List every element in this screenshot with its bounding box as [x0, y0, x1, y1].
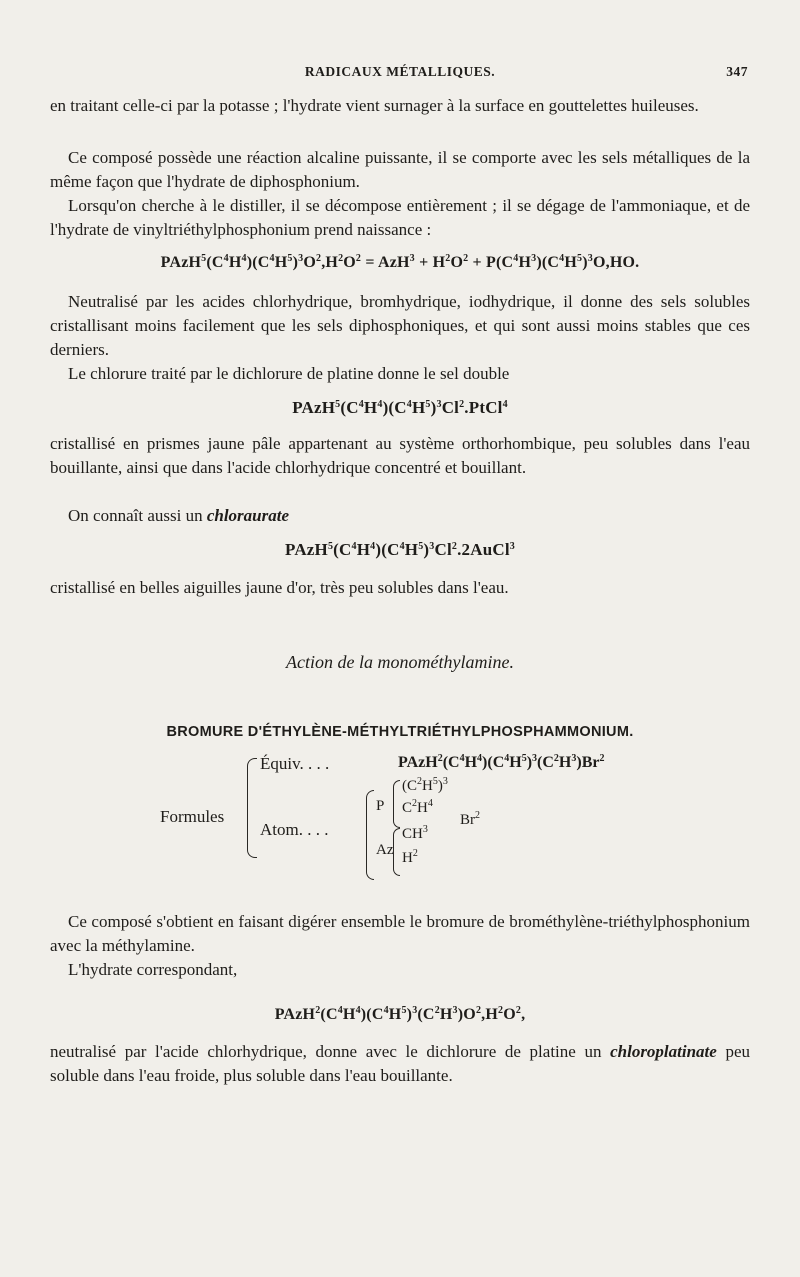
paragraph-5: Le chlorure traité par le dichlorure de platine donne le sel double	[68, 364, 510, 383]
paragraph-2: Ce composé possède une réaction alcaline puissante, il se comporte avec les sels métalliques de la même façon que l'hydrate de diphosphonium.	[50, 148, 750, 191]
equation-platinum-salt: $PAzH^5(C^4H^4)(C^4H^5)^3Cl^2.PtCl^4$	[292, 398, 508, 417]
formulas-block	[50, 750, 750, 890]
atom-az-brace	[393, 828, 400, 876]
atom-br: Br$^2$	[460, 810, 480, 828]
atom-label: Atom. . . .	[260, 820, 329, 839]
equation-hydrate: $PAzH^2(C^4H^4)(C^4H^5)^3(C^2H^3)O^2,H^2O^2$,	[274, 1005, 526, 1023]
paragraph-6: cristallisé en prismes jaune pâle appartenant au système orthorhombique, peu solubles dans l'eau bouillante, ainsi que dans l'acide chlorhydrique concentré et bouillant.	[50, 434, 750, 477]
atom-p-brace	[393, 780, 400, 828]
paragraph-8: cristallisé en belles aiguilles jaune d'or, très peu solubles dans l'eau.	[50, 578, 509, 597]
subsection-title: Action de la monométhylamine.	[286, 652, 514, 672]
equation-chloraurate: $PAzH^5(C^4H^4)(C^4H^5)^3Cl^2.2AuCl^3$	[285, 540, 515, 559]
atom-h2: $H^2$	[402, 848, 418, 866]
equiv-formula: $PAzH^2(C^4H^4)(C^4H^5)^3(C^2H^3)Br^2$	[398, 753, 605, 771]
paragraph-4: Neutralisé par les acides chlorhydrique, bromhydrique, iodhydrique, il donne des sels solubles cristallisant moins facilement que les sels diphosphoniques, et qui sont aussi moins stables que ces derniers.	[50, 292, 750, 359]
atom-az: Az	[376, 842, 394, 858]
page-number: 347	[726, 64, 748, 79]
atom-p: P	[376, 798, 385, 814]
paragraph-3: Lorsqu'on cherche à le distiller, il se décompose entièrement ; il se dégage de l'ammoniaque, et de l'hydrate de vinyltriéthylphosphonium prend naissance :	[50, 196, 750, 239]
atom-brace	[366, 790, 374, 880]
equation-decomposition: $PAzH^5(C^4H^4)(C^4H^5)^3O^2,H^2O^2 = AzH^3 + H^2O^2 + P(C^4H^3)(C^4H^5)^3O,HO$.	[160, 253, 640, 271]
paragraph-11: neutralisé par l'acide chlorhydrique, donne avec le dichlorure de platine un chloroplatinate peu soluble dans l'eau froide, plus soluble dans l'eau bouillante.	[50, 1042, 751, 1085]
formulas-label: Formules	[160, 807, 225, 826]
section-title: BROMURE D'ÉTHYLÈNE-MÉTHYLTRIÉTHYLPHOSPHAMMONIUM.	[166, 724, 634, 740]
paragraph-10: L'hydrate correspondant,	[68, 960, 238, 979]
atom-ch3: $CH^3$	[402, 824, 428, 842]
atom-c2h5: $(C^2H^5)^3$	[402, 776, 448, 794]
paragraph-7: On connaît aussi un chloraurate	[68, 506, 290, 525]
paragraph-1: en traitant celle-ci par la potasse ; l'hydrate vient surnager à la surface en gouttelettes huileuses.	[50, 96, 699, 115]
page-header	[50, 64, 750, 86]
paragraph-9: Ce composé s'obtient en faisant digérer ensemble le bromure de brométhylène-triéthylphosphonium avec la méthylamine.	[50, 912, 750, 955]
formulas-brace	[247, 758, 257, 858]
equiv-label: Équiv. . . .	[260, 754, 330, 773]
atom-c2h4: $C^2H^4$	[402, 798, 433, 816]
running-title: RADICAUX MÉTALLIQUES.	[304, 64, 496, 79]
